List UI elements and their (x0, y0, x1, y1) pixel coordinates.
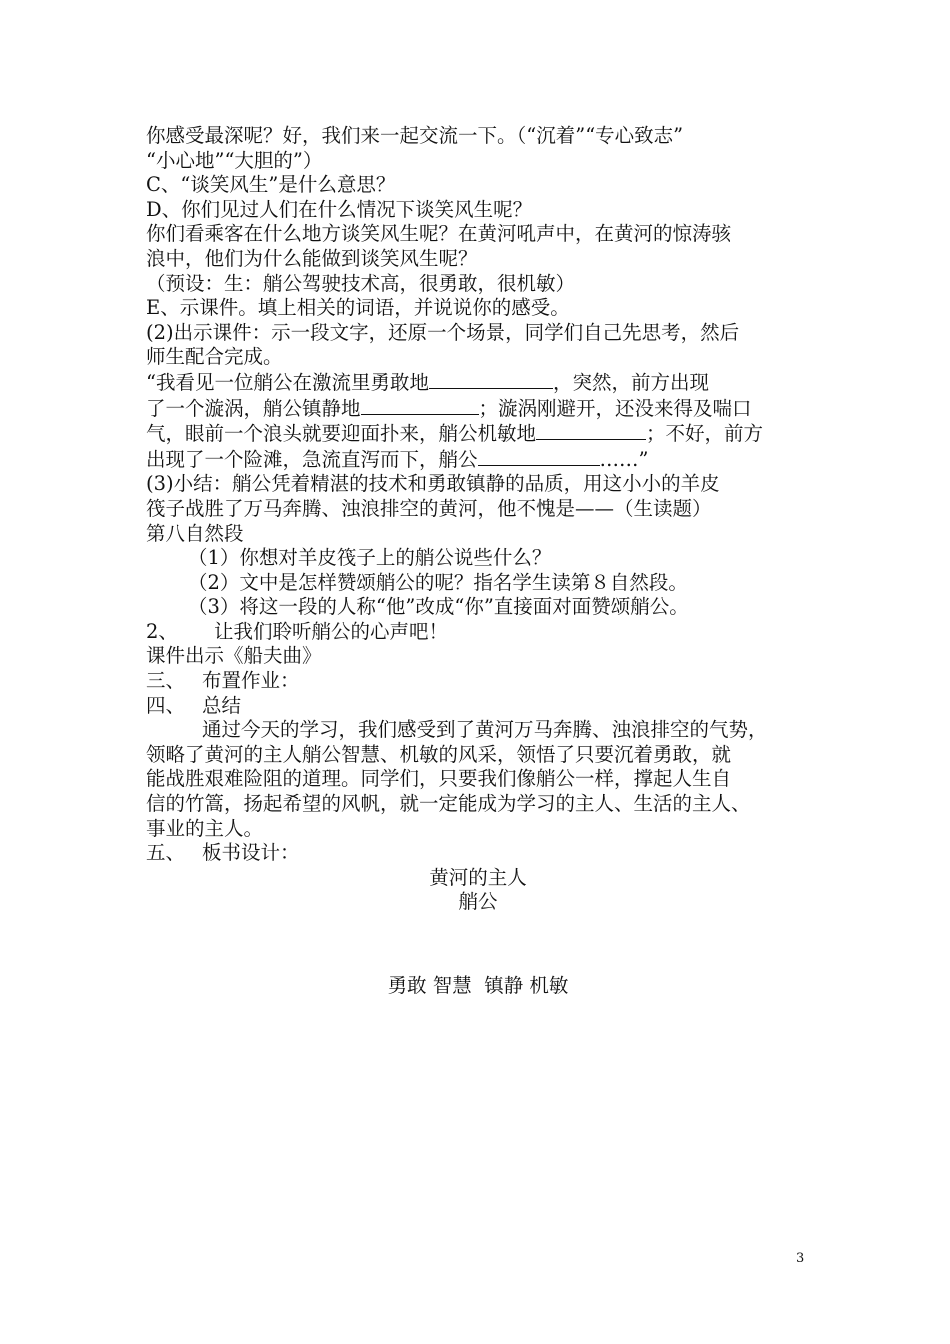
text-line: C、“谈笑风生”是什么意思？ (146, 173, 396, 197)
text-line: 你感受最深呢？好，我们来一起交流一下。（“沉着”“专心致志” (146, 124, 684, 147)
section-title: 总结 (202, 693, 242, 717)
text-fragment: ；不好，前方 (646, 422, 764, 446)
question-item: （3）将这一段的人称“他”改成“你”直接面对面赞颂艄公。 (188, 595, 689, 619)
numbered-item (146, 620, 810, 645)
text-line: 师生配合完成。 (146, 345, 283, 369)
blank-underline[interactable] (361, 396, 479, 415)
fill-blank-line (146, 447, 810, 473)
text-line: 通过今天的学习，我们感受到了黄河万马奔腾、浊浪排空的气势， (202, 718, 768, 742)
section-heading: 第八自然段 (146, 521, 244, 545)
text-line: (3)小结：艄公凭着精湛的技术和勇敢镇静的品质，用这小小的羊皮 (146, 472, 720, 496)
text-line: (2)出示课件：示一段文字，还原一个场景，同学们自己先思考，然后 (146, 320, 740, 344)
section-heading (146, 841, 810, 866)
text-fragment: 气，眼前一个浪头就要迎面扑来，艄公机敏地 (146, 422, 537, 446)
text-fragment: “我看见一位艄公在激流里勇敢地 (146, 370, 429, 394)
section-title: 板书设计： (202, 841, 300, 865)
section-number: 五、 (146, 841, 186, 865)
section-title: 布置作业： (202, 669, 300, 693)
fill-blank-line (146, 396, 810, 422)
text-fragment: 出现了一个险滩，急流直泻而下，艄公 (146, 447, 478, 471)
text-fragment: 了一个漩涡，艄公镇静地 (146, 396, 361, 420)
section-number: 三、 (146, 669, 186, 693)
text-line: D、你们见过人们在什么情况下谈笑风生呢？ (146, 197, 533, 221)
text-line: 能战胜艰难险阻的道理。同学们，只要我们像艄公一样，撑起人生自 (146, 767, 732, 791)
question-item: （1）你想对羊皮筏子上的艄公说些什么？ (188, 546, 552, 570)
blank-underline[interactable] (429, 370, 553, 389)
text-line: 浪中，他们为什么能做到谈笑风生呢？ (146, 246, 478, 270)
board-title: 黄河的主人 (429, 865, 527, 889)
fill-blank-line (146, 370, 810, 396)
text-fragment: ，突然，前方出现 (552, 370, 709, 394)
section-heading (146, 694, 810, 719)
blank-underline[interactable] (478, 447, 600, 466)
item-text: 让我们聆听艄公的心声吧！ (214, 619, 449, 643)
board-keywords: 勇敢 智慧 镇静 机敏 (387, 974, 569, 997)
fill-blank-line (146, 421, 810, 447)
text-line: 事业的主人。 (146, 816, 264, 840)
text-line: 课件出示《船夫曲》 (146, 644, 322, 668)
item-number: 2、 (146, 619, 178, 643)
section-number: 四、 (146, 693, 186, 717)
text-line: 你们看乘客在什么地方谈笑风生呢？在黄河吼声中，在黄河的惊涛骇 (146, 222, 732, 246)
text-line: 领略了黄河的主人艄公智慧、机敏的风采，领悟了只要沉着勇敢，就 (146, 742, 732, 766)
page-number: 3 (796, 1251, 805, 1266)
blank-underline[interactable] (536, 421, 646, 440)
lesson-plan-body (146, 124, 810, 915)
question-item: （2）文中是怎样赞颂艄公的呢？指名学生读第８自然段。 (188, 570, 688, 594)
section-heading (146, 669, 810, 694)
text-fragment: ；漩涡刚避开，还没来得及喘口 (478, 396, 752, 420)
text-fragment: ……” (599, 447, 649, 471)
text-line: “小心地”“大胆的”） (146, 148, 323, 172)
text-line: （预设：生：艄公驾驶技术高，很勇敢，很机敏） (146, 271, 576, 295)
text-line: 筏子战胜了万马奔腾、浊浪排空的黄河，他不愧是——（生读题） (146, 496, 712, 520)
text-line: E、示课件。填上相关的词语，并说说你的感受。 (146, 296, 570, 320)
board-subtitle: 艄公 (458, 890, 498, 914)
text-line: 信的竹篙，扬起希望的风帆，就一定能成为学习的主人、生活的主人、 (146, 792, 751, 816)
